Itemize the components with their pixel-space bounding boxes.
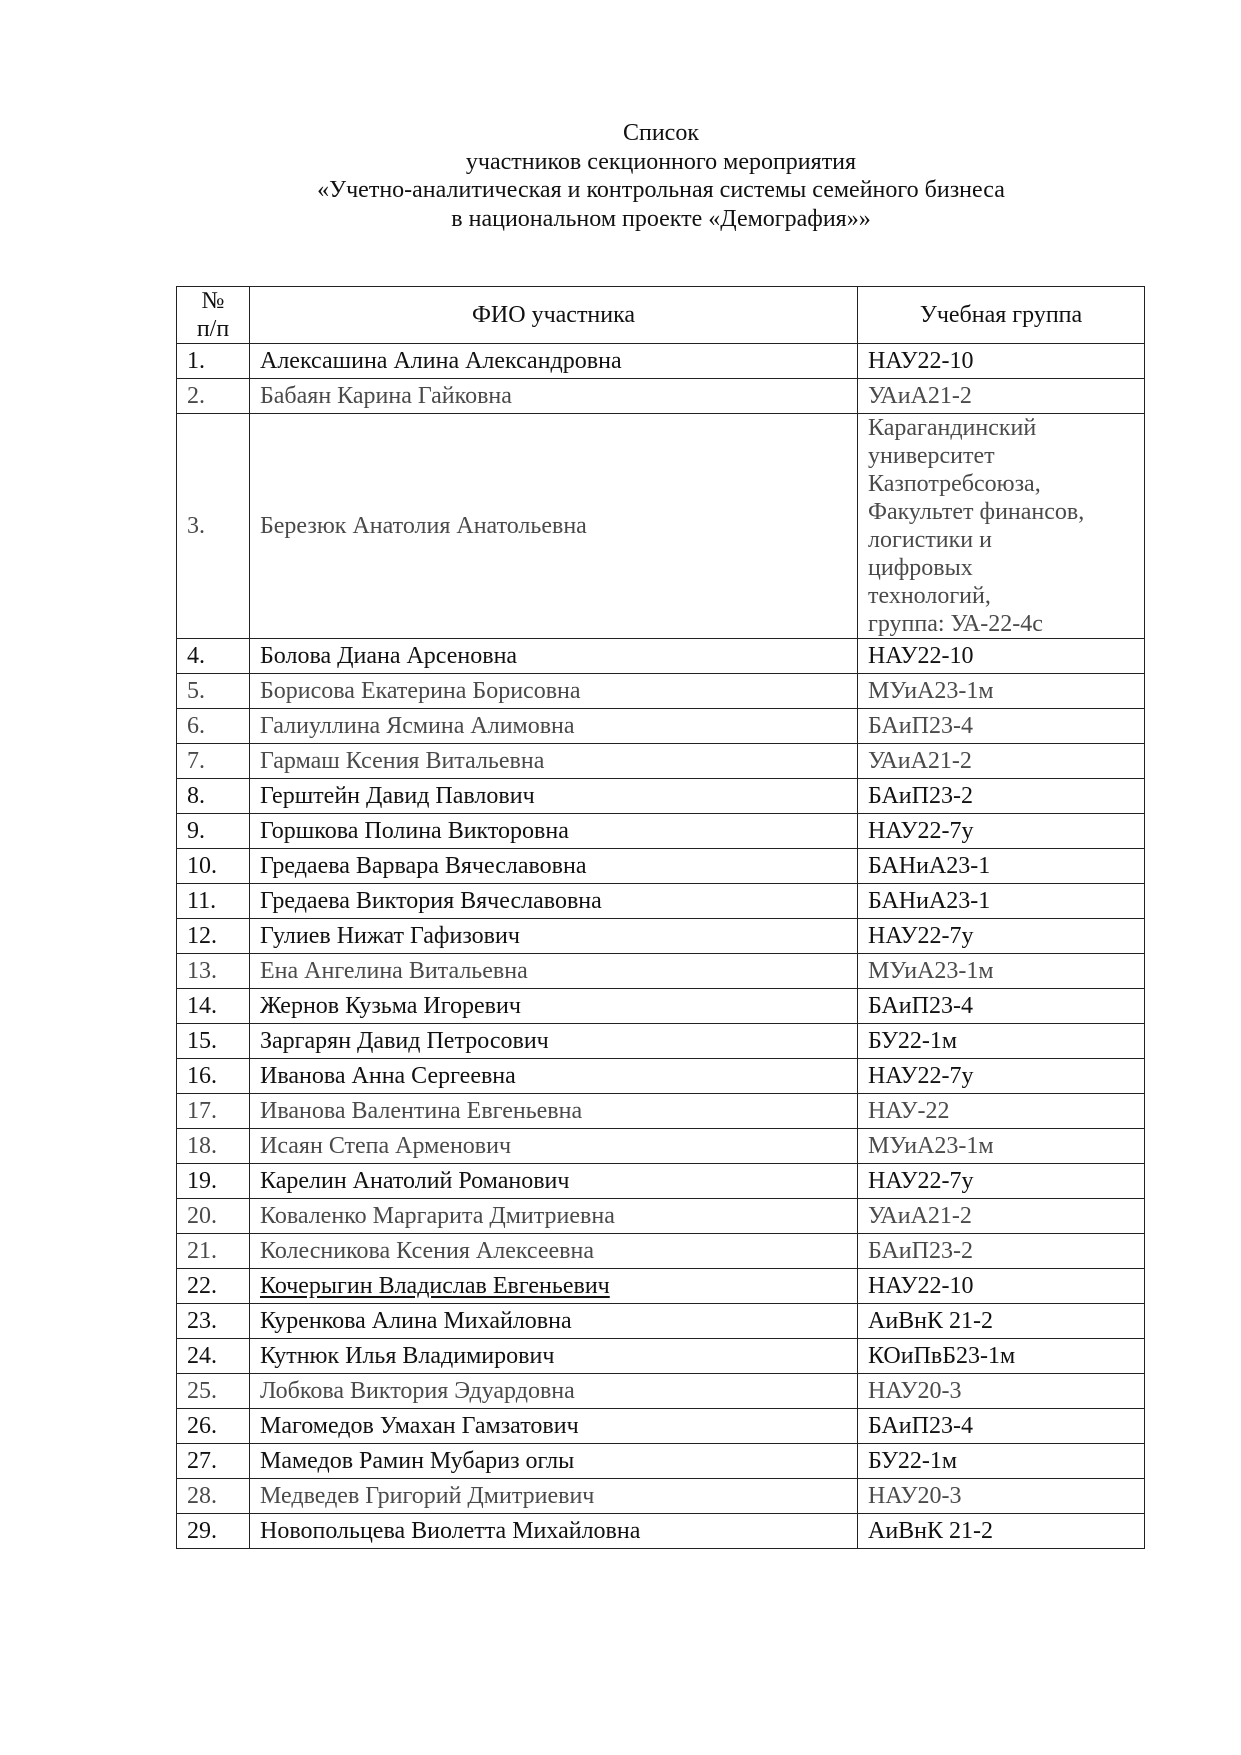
study-group: УАиА21-2 (858, 744, 1145, 779)
study-group: АиВнК 21-2 (858, 1514, 1145, 1549)
row-number: 1. (177, 344, 250, 379)
table-row (177, 1024, 1145, 1059)
study-group: НАУ22-7у (858, 1164, 1145, 1199)
table-row (177, 954, 1145, 989)
study-group: БУ22-1м (858, 1024, 1145, 1059)
table-row (177, 379, 1145, 414)
study-group: НАУ20-3 (858, 1374, 1145, 1409)
participant-name: Исаян Степа Арменович (250, 1129, 858, 1164)
study-group-line: логистики и (868, 527, 992, 553)
column-header-name: ФИО участника (250, 287, 858, 344)
row-number: 24. (177, 1339, 250, 1374)
study-group: МУиА23-1м (858, 1129, 1145, 1164)
participant-name: Карелин Анатолий Романович (250, 1164, 858, 1199)
participant-name: Кутнюк Илья Владимирович (250, 1339, 858, 1374)
participants-table (176, 286, 1145, 1549)
participant-name: Новопольцева Виолетта Михайловна (250, 1514, 858, 1549)
study-group: НАУ-22 (858, 1094, 1145, 1129)
study-group-line: группа: УА-22-4с (868, 611, 1043, 637)
column-header-number-line2: п/п (196, 316, 230, 342)
table-row (177, 1199, 1145, 1234)
participant-name: Березюк Анатолия Анатольевна (250, 414, 858, 639)
study-group: АиВнК 21-2 (858, 1304, 1145, 1339)
study-group-line: университет (868, 443, 995, 469)
study-group: БУ22-1м (858, 1444, 1145, 1479)
table-row (177, 1059, 1145, 1094)
table-row (177, 884, 1145, 919)
study-group: БАНиА23-1 (858, 849, 1145, 884)
participant-name: Магомедов Умахан Гамзатович (250, 1409, 858, 1444)
table-body (177, 344, 1145, 1549)
study-group: БАиП23-2 (858, 779, 1145, 814)
participant-name: Алексашина Алина Александровна (250, 344, 858, 379)
header-event-name-cont: в национальном проекте «Демография»» (451, 205, 871, 232)
study-group: НАУ22-7у (858, 814, 1145, 849)
study-group: УАиА21-2 (858, 1199, 1145, 1234)
table-row (177, 744, 1145, 779)
row-number: 7. (177, 744, 250, 779)
participant-name: Бабаян Карина Гайковна (250, 379, 858, 414)
participant-name: Лобкова Виктория Эдуардовна (250, 1374, 858, 1409)
participant-name: Иванова Анна Сергеевна (250, 1059, 858, 1094)
study-group-line: Факультет финансов, (868, 499, 1085, 525)
study-group (858, 414, 1145, 639)
table-row (177, 709, 1145, 744)
participant-name: Герштейн Давид Павлович (250, 779, 858, 814)
table-row (177, 639, 1145, 674)
row-number: 14. (177, 989, 250, 1024)
row-number: 28. (177, 1479, 250, 1514)
row-number: 22. (177, 1269, 250, 1304)
study-group: НАУ22-7у (858, 919, 1145, 954)
participant-name-text: Кочерыгин Владислав Евгеньевич (260, 1273, 610, 1299)
study-group: БАиП23-2 (858, 1234, 1145, 1269)
table-row (177, 1514, 1145, 1549)
study-group: НАУ22-10 (858, 639, 1145, 674)
participant-name: Борисова Екатерина Борисовна (250, 674, 858, 709)
table-row (177, 344, 1145, 379)
row-number: 13. (177, 954, 250, 989)
row-number: 10. (177, 849, 250, 884)
header-title: Список (622, 120, 699, 146)
row-number: 16. (177, 1059, 250, 1094)
document-header (0, 119, 1241, 233)
table-row (177, 1409, 1145, 1444)
participant-name: Гредаева Варвара Вячеславовна (250, 849, 858, 884)
study-group: НАУ22-10 (858, 1269, 1145, 1304)
table-row (177, 1164, 1145, 1199)
study-group-line: технологий, (868, 583, 991, 609)
participant-name: Гулиев Нижат Гафизович (250, 919, 858, 954)
table-row (177, 849, 1145, 884)
study-group: МУиА23-1м (858, 674, 1145, 709)
table-row (177, 1094, 1145, 1129)
row-number: 12. (177, 919, 250, 954)
participant-name: Мамедов Рамин Мубариз оглы (250, 1444, 858, 1479)
participant-name: Заргарян Давид Петросович (250, 1024, 858, 1059)
table-row (177, 1129, 1145, 1164)
row-number: 18. (177, 1129, 250, 1164)
row-number: 29. (177, 1514, 250, 1549)
study-group: МУиА23-1м (858, 954, 1145, 989)
participant-name: Колесникова Ксения Алексеевна (250, 1234, 858, 1269)
participant-name: Гредаева Виктория Вячеславовна (250, 884, 858, 919)
participant-name: Гармаш Ксения Витальевна (250, 744, 858, 779)
column-header-number (177, 287, 250, 344)
study-group: УАиА21-2 (858, 379, 1145, 414)
row-number: 6. (177, 709, 250, 744)
table-row (177, 1374, 1145, 1409)
study-group: КОиПвБ23-1м (858, 1339, 1145, 1374)
header-event-name: «Учетно-аналитическая и контрольная системы семейного бизнеса (317, 177, 1005, 203)
participant-name: Коваленко Маргарита Дмитриевна (250, 1199, 858, 1234)
study-group: БАиП23-4 (858, 989, 1145, 1024)
participant-name: Болова Диана Арсеновна (250, 639, 858, 674)
study-group: БАиП23-4 (858, 1409, 1145, 1444)
row-number: 21. (177, 1234, 250, 1269)
table-row (177, 414, 1145, 639)
participant-name: Жернов Кузьма Игоревич (250, 989, 858, 1024)
table-row (177, 814, 1145, 849)
participant-name: Ена Ангелина Витальевна (250, 954, 858, 989)
row-number: 11. (177, 884, 250, 919)
row-number: 17. (177, 1094, 250, 1129)
participant-name (250, 1269, 858, 1304)
study-group-line: Карагандинский (868, 415, 1037, 441)
table-row (177, 1269, 1145, 1304)
table-row (177, 1479, 1145, 1514)
row-number: 27. (177, 1444, 250, 1479)
column-header-group: Учебная группа (858, 287, 1145, 344)
row-number: 20. (177, 1199, 250, 1234)
row-number: 5. (177, 674, 250, 709)
study-group-line: Казпотребсоюза, (868, 471, 1041, 497)
row-number: 9. (177, 814, 250, 849)
row-number: 23. (177, 1304, 250, 1339)
study-group: НАУ22-7у (858, 1059, 1145, 1094)
row-number: 8. (177, 779, 250, 814)
study-group: БАиП23-4 (858, 709, 1145, 744)
participant-name: Медведев Григорий Дмитриевич (250, 1479, 858, 1514)
row-number: 4. (177, 639, 250, 674)
table-row (177, 1339, 1145, 1374)
row-number: 26. (177, 1409, 250, 1444)
table-row (177, 1234, 1145, 1269)
participant-name: Иванова Валентина Евгеньевна (250, 1094, 858, 1129)
study-group-line: цифровых (868, 555, 973, 581)
table-row (177, 1304, 1145, 1339)
table-row (177, 1444, 1145, 1479)
participant-name: Куренкова Алина Михайловна (250, 1304, 858, 1339)
study-group: НАУ20-3 (858, 1479, 1145, 1514)
participant-name: Горшкова Полина Викторовна (250, 814, 858, 849)
table-row (177, 674, 1145, 709)
table-row (177, 779, 1145, 814)
table-header-row (177, 287, 1145, 344)
table-row (177, 989, 1145, 1024)
study-group: НАУ22-10 (858, 344, 1145, 379)
row-number: 19. (177, 1164, 250, 1199)
row-number: 15. (177, 1024, 250, 1059)
participant-name: Галиуллина Ясмина Алимовна (250, 709, 858, 744)
row-number: 2. (177, 379, 250, 414)
row-number: 25. (177, 1374, 250, 1409)
header-subtitle: участников секционного мероприятия (465, 148, 857, 175)
table-row (177, 919, 1145, 954)
column-header-number-line1: № (201, 288, 225, 314)
study-group: БАНиА23-1 (858, 884, 1145, 919)
row-number: 3. (177, 414, 250, 639)
